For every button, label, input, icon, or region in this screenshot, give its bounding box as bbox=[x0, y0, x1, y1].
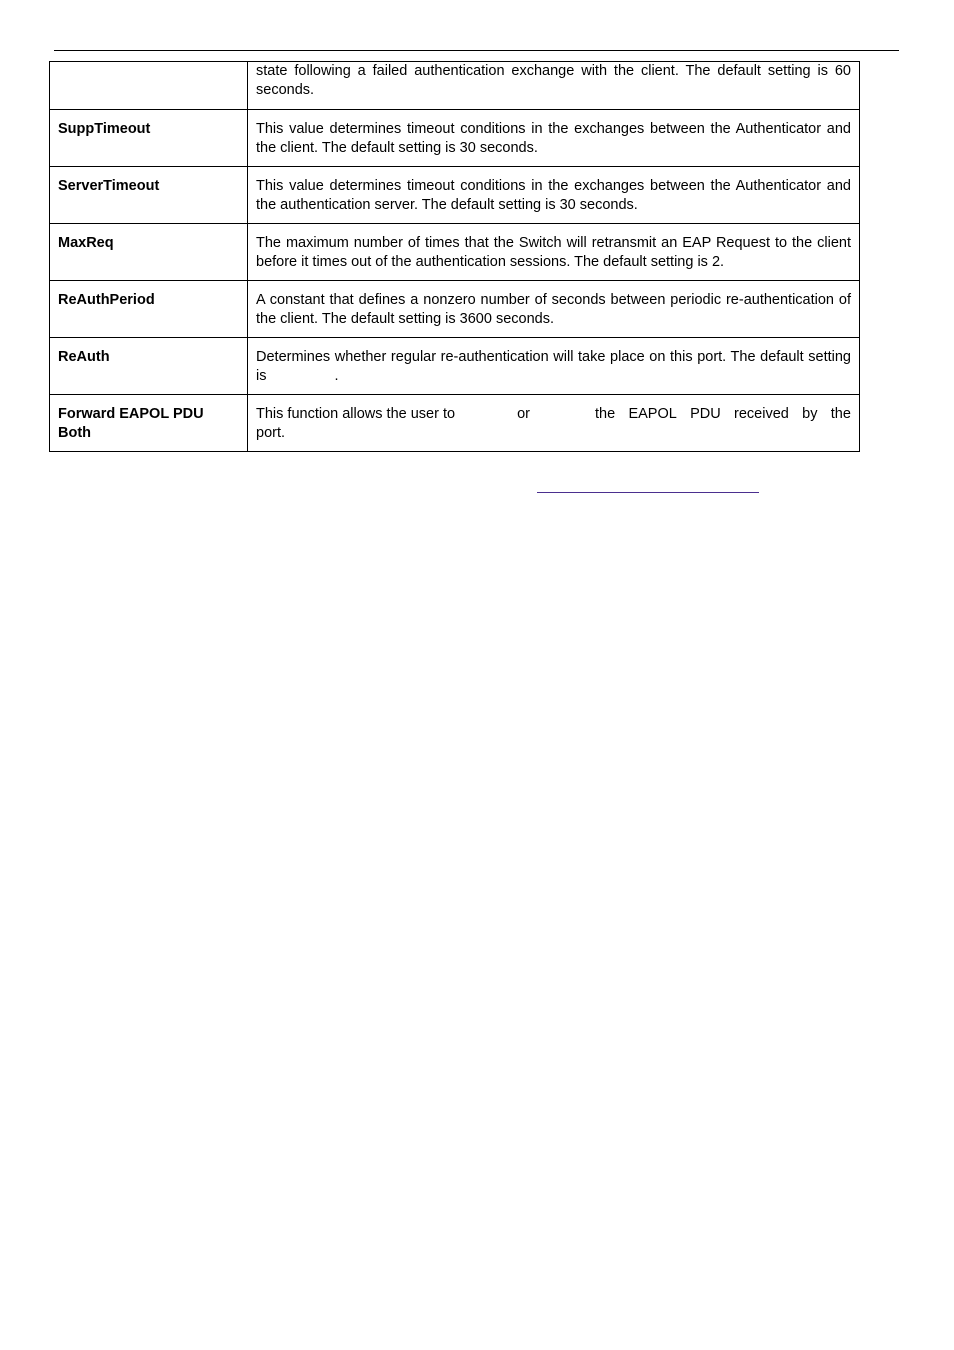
parameter-name: SuppTimeout bbox=[50, 110, 248, 167]
table-row bbox=[50, 281, 860, 338]
description-text: the EAPOL PDU received by the bbox=[594, 406, 851, 422]
parameter-description bbox=[248, 338, 860, 395]
parameter-description: state following a failed authentication exchange with the client. The default setting is 60 seconds. bbox=[248, 62, 860, 110]
parameter-description: This value determines timeout conditions in the exchanges between the Authenticator and the client. The default setting is 30 seconds. bbox=[248, 110, 860, 167]
parameter-table bbox=[49, 61, 860, 452]
header-rule bbox=[54, 50, 899, 51]
parameter-name: ReAuth bbox=[50, 338, 248, 395]
description-text: Determines whether regular re-authentication will take place on this port. The default setting is bbox=[256, 349, 851, 384]
parameter-description: This value determines timeout conditions in the exchanges between the Authenticator and the authentication server. The default setting is 30 seconds. bbox=[248, 167, 860, 224]
table-row bbox=[50, 167, 860, 224]
table-row bbox=[50, 338, 860, 395]
parameter-name: Forward EAPOL PDU Both bbox=[50, 395, 248, 452]
table-row bbox=[50, 110, 860, 167]
parameter-description bbox=[248, 395, 860, 452]
parameter-name: ReAuthPeriod bbox=[50, 281, 248, 338]
hyperlink-underline[interactable] bbox=[537, 492, 759, 493]
parameter-name: MaxReq bbox=[50, 224, 248, 281]
description-text: . bbox=[334, 368, 339, 384]
parameter-name bbox=[50, 62, 248, 110]
parameter-description: A constant that defines a nonzero number of seconds between periodic re-authentication of the client. The default setting is 3600 seconds. bbox=[248, 281, 860, 338]
table-row bbox=[50, 395, 860, 452]
description-text: or bbox=[517, 406, 530, 422]
table-row bbox=[50, 224, 860, 281]
description-text: port. bbox=[256, 425, 286, 441]
parameter-description: The maximum number of times that the Switch will retransmit an EAP Request to the client before it times out of the authentication sessions. The default setting is 2. bbox=[248, 224, 860, 281]
table-row bbox=[50, 62, 860, 110]
description-text: This function allows the user to bbox=[256, 406, 456, 422]
parameter-name: ServerTimeout bbox=[50, 167, 248, 224]
